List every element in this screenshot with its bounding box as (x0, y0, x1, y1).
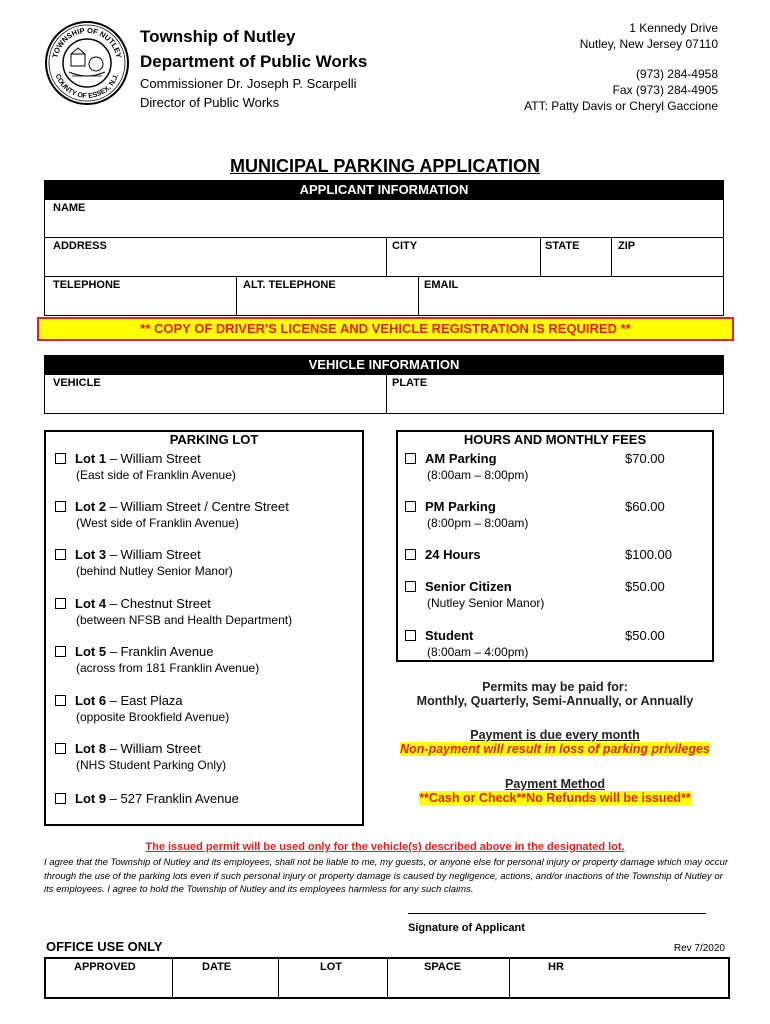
address-field[interactable]: ADDRESS (53, 240, 107, 252)
fee-name: PM Parking (425, 499, 496, 514)
lot-note: (NHS Student Parking Only) (76, 758, 227, 772)
permits-line1: Permits may be paid for: (482, 680, 628, 694)
signature-label: Signature of Applicant (408, 922, 525, 934)
office-use-title: OFFICE USE ONLY (46, 939, 163, 954)
alt-telephone-field[interactable]: ALT. TELEPHONE (243, 279, 336, 291)
fee-price: $100.00 (625, 547, 672, 562)
lot-note: (West side of Franklin Avenue) (76, 516, 239, 530)
checkbox-icon[interactable] (55, 549, 66, 560)
liability-agreement: I agree that the Township of Nutley and its employees, shall not be liable to me, my guests, or anyone else for personal injury or property damage which may occur through the use of the parking lots even if such personal injury or property damage is caused by negligence, actions, and/or inactions of the Township of Nutley or its employees. I agree to hold the Township of Nutley and its employees harmless for any such claims. (44, 857, 729, 895)
checkbox-icon[interactable] (55, 501, 66, 512)
lot-name: Lot 2 (75, 499, 107, 514)
org-line1: Township of Nutley (140, 27, 296, 46)
lot-note: (East side of Franklin Avenue) (76, 468, 236, 482)
applicant-heading: APPLICANT INFORMATION (44, 180, 724, 199)
lot-option[interactable] (55, 644, 214, 659)
payment-method-info (400, 777, 710, 805)
org-officials (140, 74, 357, 112)
applicant-section (44, 199, 724, 316)
lot-street: – East Plaza (106, 693, 183, 708)
fee-option[interactable] (405, 451, 497, 466)
lot-note: (between NFSB and Health Department) (76, 613, 293, 627)
fee-price: $70.00 (625, 451, 665, 466)
fee-name: 24 Hours (425, 547, 481, 562)
lot-option[interactable] (55, 547, 201, 562)
lot-name: Lot 1 (75, 451, 107, 466)
lot-street: – William Street (106, 451, 201, 466)
fee-note: (8:00am – 8:00pm) (427, 468, 529, 482)
payment-due-info (400, 728, 710, 756)
lot-street: – William Street (106, 547, 201, 562)
office-col-approved: APPROVED (74, 961, 136, 973)
telephone-field[interactable]: TELEPHONE (53, 279, 121, 291)
fee-option[interactable] (405, 547, 481, 562)
permit-notice: The issued permit will be used only for the vehicle(s) described above in the designated lot. (145, 841, 625, 853)
lot-street: – William Street (106, 741, 201, 756)
commissioner: Commissioner Dr. Joseph P. Scarpelli (140, 76, 357, 91)
attention: ATT: Patty Davis or Cheryl Gaccione (524, 99, 718, 113)
lot-note: (behind Nutley Senior Manor) (76, 564, 233, 578)
fee-price: $50.00 (625, 579, 665, 594)
fax: Fax (973) 284-4905 (612, 83, 718, 97)
signature-line[interactable] (408, 913, 706, 914)
lot-option[interactable] (55, 741, 201, 756)
checkbox-icon[interactable] (405, 453, 416, 464)
vehicle-field[interactable]: VEHICLE (53, 377, 101, 389)
fee-name: Student (425, 628, 474, 643)
fee-name: AM Parking (425, 451, 497, 466)
lot-option[interactable] (55, 451, 201, 466)
lot-name: Lot 4 (75, 596, 107, 611)
lot-option[interactable] (55, 693, 183, 708)
lot-street: – Franklin Avenue (106, 644, 214, 659)
lot-street: – 527 Franklin Avenue (106, 791, 239, 806)
fee-option[interactable] (405, 628, 473, 643)
lot-street: – William Street / Centre Street (106, 499, 289, 514)
permits-info (400, 680, 710, 708)
payment-due: Payment is due every month (470, 728, 640, 742)
revision-date: Rev 7/2020 (673, 943, 725, 954)
fee-note: (8:00pm – 8:00am) (427, 516, 529, 530)
lot-street: – Chestnut Street (106, 596, 211, 611)
contact-block (524, 20, 718, 114)
lot-name: Lot 8 (75, 741, 107, 756)
zip-field[interactable]: ZIP (618, 240, 636, 252)
lot-option[interactable] (55, 791, 239, 806)
lot-note: (across from 181 Franklin Avenue) (76, 661, 260, 675)
email-field[interactable]: EMAIL (424, 279, 459, 291)
lot-name: Lot 9 (75, 791, 107, 806)
office-col-space: SPACE (424, 961, 462, 973)
fee-price: $60.00 (625, 499, 665, 514)
nonpayment-warning: Non-payment will result in loss of parking privileges (400, 742, 710, 756)
checkbox-icon[interactable] (405, 630, 416, 641)
form-title: MUNICIPAL PARKING APPLICATION (230, 156, 540, 176)
permits-line2: Monthly, Quarterly, Semi-Annually, or Annually (416, 694, 694, 708)
office-col-lot: LOT (320, 961, 342, 973)
city-field[interactable]: CITY (392, 240, 418, 252)
checkbox-icon[interactable] (55, 646, 66, 657)
lot-option[interactable] (55, 499, 289, 514)
lot-name: Lot 6 (75, 693, 107, 708)
office-use-table (44, 957, 730, 999)
fee-option[interactable] (405, 499, 496, 514)
lot-note: (opposite Brookfield Avenue) (76, 710, 230, 724)
plate-field[interactable]: PLATE (392, 377, 428, 389)
state-field[interactable]: STATE (545, 240, 580, 252)
fee-price: $50.00 (625, 628, 665, 643)
parking-lot-heading: PARKING LOT (169, 432, 259, 447)
phone: (973) 284-4958 (635, 67, 718, 81)
seal-ring-bottom: COUNTY OF ESSEX, N.J. (53, 73, 121, 101)
director: Director of Public Works (140, 95, 280, 110)
org-line2: Department of Public Works (140, 52, 368, 71)
office-col-date: DATE (202, 961, 232, 973)
office-col-hr: HR (548, 961, 564, 973)
fee-note: (Nutley Senior Manor) (427, 596, 545, 610)
checkbox-icon[interactable] (405, 501, 416, 512)
seal-ring-top: TOWNSHIP OF NUTLEY (50, 25, 124, 59)
address-line1: 1 Kennedy Drive (629, 21, 718, 35)
checkbox-icon[interactable] (55, 743, 66, 754)
lot-option[interactable] (55, 596, 211, 611)
checkbox-icon[interactable] (55, 598, 66, 609)
license-registration-warning: ** COPY OF DRIVER'S LICENSE AND VEHICLE REGISTRATION IS REQUIRED ** (37, 317, 734, 341)
checkbox-icon[interactable] (55, 453, 66, 464)
payment-method: **Cash or Check**No Refunds will be issued** (419, 791, 691, 805)
fee-name: Senior Citizen (425, 579, 512, 594)
township-seal-icon (44, 20, 130, 106)
fees-heading: HOURS AND MONTHLY FEES (463, 432, 647, 447)
checkbox-icon[interactable] (405, 549, 416, 560)
org-name (140, 24, 367, 74)
fee-option[interactable] (405, 579, 512, 594)
lot-name: Lot 5 (75, 644, 107, 659)
vehicle-heading: VEHICLE INFORMATION (44, 355, 724, 374)
name-field[interactable]: NAME (53, 202, 86, 214)
address-line2: Nutley, New Jersey 07110 (579, 37, 718, 51)
checkbox-icon[interactable] (55, 695, 66, 706)
lot-name: Lot 3 (75, 547, 107, 562)
checkbox-icon[interactable] (405, 581, 416, 592)
fee-note: (8:00am – 4:00pm) (427, 645, 529, 659)
checkbox-icon[interactable] (55, 793, 66, 804)
vehicle-section (44, 374, 724, 414)
payment-method-title: Payment Method (504, 777, 605, 791)
